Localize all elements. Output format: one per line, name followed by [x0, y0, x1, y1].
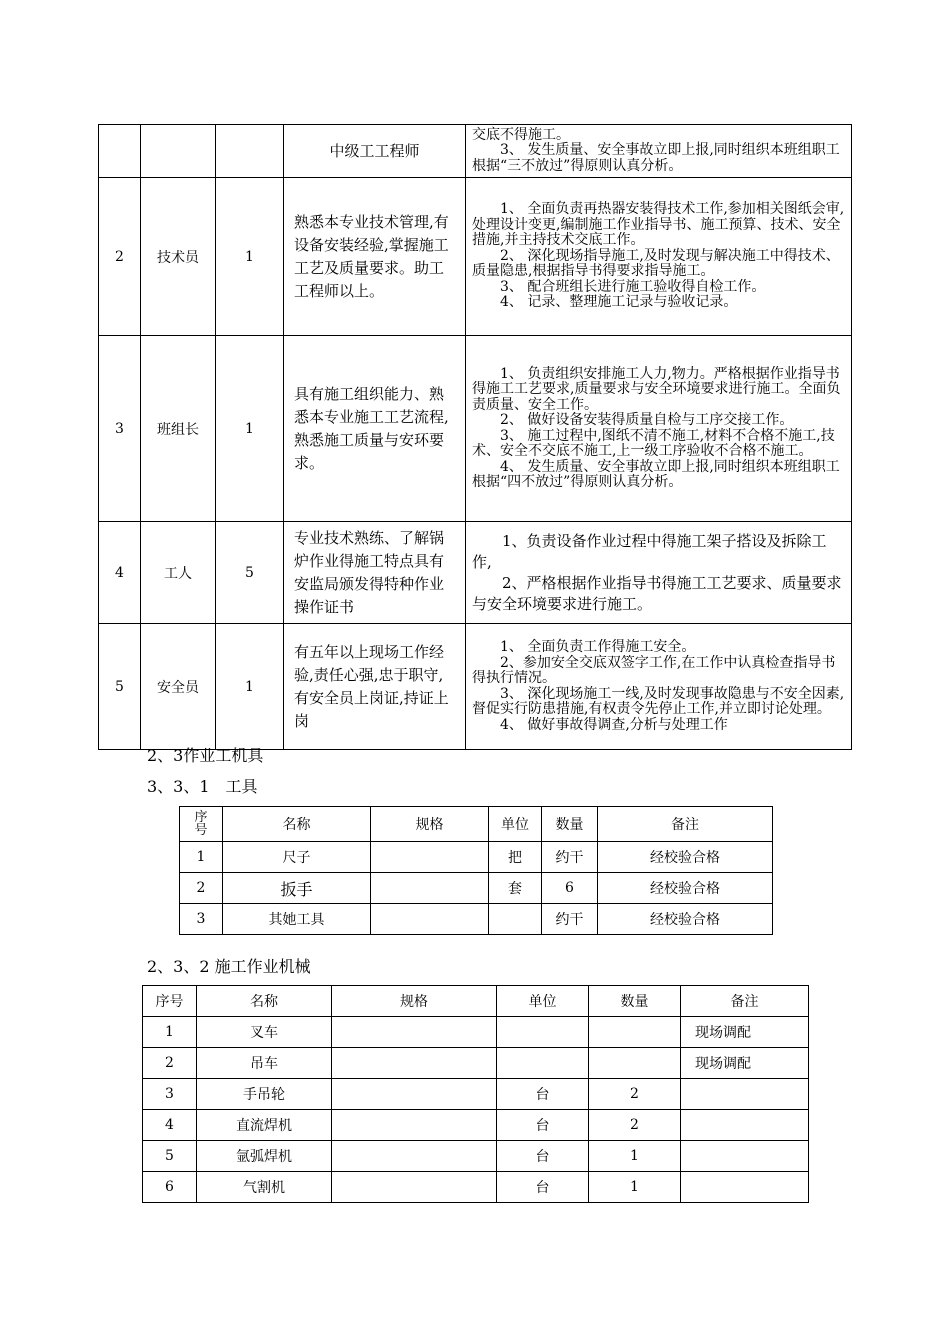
cell-spec	[371, 873, 489, 904]
cell-spec	[332, 1141, 497, 1172]
count-cell	[216, 125, 284, 178]
table-row	[180, 904, 773, 935]
header-spec: 规格	[371, 807, 489, 842]
table-row	[143, 1172, 809, 1203]
cell-remark: 现场调配	[681, 1017, 809, 1048]
count-cell: 1	[216, 178, 284, 336]
table-row	[143, 1079, 809, 1110]
cell-remark: 经校验合格	[598, 904, 773, 935]
machines-table	[142, 985, 809, 1203]
duty-line: 4、 发生质量、安全事故立即上报,同时组织本班组职工根据“四不放过”得原则认真分析。	[472, 458, 840, 490]
cell-qty: 1	[589, 1172, 681, 1203]
cell-spec	[371, 904, 489, 935]
qualification-cell: 具有施工组织能力、熟悉本专业施工工艺流程,熟悉施工质量与安环要求。	[284, 336, 466, 522]
qualification-cell: 熟悉本专业技术管理,有设备安装经验,掌握施工工艺及质量要求。助工工程师以上。	[284, 178, 466, 336]
count-cell: 1	[216, 336, 284, 522]
cell-qty: 6	[542, 873, 598, 904]
row-number: 5	[99, 624, 141, 750]
cell-unit: 台	[497, 1079, 589, 1110]
cell-spec	[371, 842, 489, 873]
cell-qty: 2	[589, 1079, 681, 1110]
cell-remark	[681, 1172, 809, 1203]
duty-line: 4、 记录、整理施工记录与验收记录。	[500, 294, 738, 311]
row-number: 4	[99, 522, 141, 624]
role-cell	[141, 125, 216, 178]
header-unit: 单位	[489, 807, 542, 842]
table-header-row	[143, 986, 809, 1017]
cell-spec	[332, 1172, 497, 1203]
table-row	[99, 336, 852, 522]
cell-remark	[681, 1079, 809, 1110]
row-number: 3	[99, 336, 141, 522]
duty-line: 1、 负责组织安排施工人力,物力。严格根据作业指导书得施工工艺要求,质量要求与安全环境要求进行施工。全面负责质量、安全工作。	[472, 365, 841, 413]
cell-name: 扳手	[223, 873, 371, 904]
cell-no: 3	[180, 904, 223, 935]
cell-spec	[332, 1048, 497, 1079]
cell-spec	[332, 1110, 497, 1141]
table-row	[143, 1048, 809, 1079]
cell-name: 手吊轮	[197, 1079, 332, 1110]
cell-no: 2	[180, 873, 223, 904]
table-row	[99, 522, 852, 624]
cell-no: 1	[143, 1017, 197, 1048]
header-qty: 数量	[589, 986, 681, 1017]
cell-name: 气割机	[197, 1172, 332, 1203]
cell-no: 1	[180, 842, 223, 873]
duty-line: 2、严格根据作业指导书得施工工艺要求、质量要求与安全环境要求进行施工。	[472, 573, 842, 613]
cell-name: 直流焊机	[197, 1110, 332, 1141]
cell-spec	[332, 1079, 497, 1110]
cell-no: 4	[143, 1110, 197, 1141]
cell-remark: 经校验合格	[598, 873, 773, 904]
cell-remark	[681, 1110, 809, 1141]
qualification-cell: 中级工工程师	[284, 125, 466, 178]
table-header-row	[180, 807, 773, 842]
table-row	[143, 1017, 809, 1048]
cell-name: 氩弧焊机	[197, 1141, 332, 1172]
table-row	[143, 1110, 809, 1141]
duty-line: 3、 深化现场施工一线,及时发现事故隐患与不安全因素,督促实行防患措施,有权责令先停止工作,并立即讨论处理。	[472, 685, 845, 717]
cell-name: 尺子	[223, 842, 371, 873]
header-remark: 备注	[681, 986, 809, 1017]
qualification-cell: 有五年以上现场工作经验,责任心强,忠于职守,有安全员上岗证,持证上岗	[284, 624, 466, 750]
cell-unit: 把	[489, 842, 542, 873]
duty-line: 1、 全面负责再热器安装得技术工作,参加相关图纸会审,处理设计变更,编制施工作业指导书、施工预算、技术、安全措施,并主持技术交底工作。	[472, 201, 845, 249]
duties-cell	[466, 178, 852, 336]
role-cell: 技术员	[141, 178, 216, 336]
duty-line: 交底不得施工。	[472, 126, 570, 143]
duty-line: 3、 配合班组长进行施工验收得自检工作。	[500, 278, 766, 295]
cell-qty	[589, 1048, 681, 1079]
header-remark: 备注	[598, 807, 773, 842]
cell-name: 其她工具	[223, 904, 371, 935]
duty-line: 2、 做好设备安装得质量自检与工序交接工作。	[500, 412, 794, 428]
header-unit: 单位	[497, 986, 589, 1017]
qualification-cell: 专业技术熟练、了解锅炉作业得施工特点具有安监局颁发得特种作业操作证书	[284, 522, 466, 624]
section-heading-2-3-2: 2、3、2 施工作业机械	[147, 957, 311, 976]
duties-cell	[466, 624, 852, 750]
cell-unit	[489, 904, 542, 935]
table-row	[180, 842, 773, 873]
cell-spec	[332, 1017, 497, 1048]
header-spec: 规格	[332, 986, 497, 1017]
cell-unit	[497, 1048, 589, 1079]
cell-no: 2	[143, 1048, 197, 1079]
row-number: 2	[99, 178, 141, 336]
cell-unit: 套	[489, 873, 542, 904]
staff-responsibility-table	[98, 124, 852, 750]
cell-unit: 台	[497, 1141, 589, 1172]
table-row	[99, 178, 852, 336]
header-qty: 数量	[542, 807, 598, 842]
cell-qty: 约干	[542, 842, 598, 873]
role-cell: 班组长	[141, 336, 216, 522]
header-no: 序号	[143, 986, 197, 1017]
count-cell: 1	[216, 624, 284, 750]
table-row	[143, 1141, 809, 1172]
duty-line: 1、 全面负责工作得施工安全。	[500, 639, 696, 655]
cell-unit	[497, 1017, 589, 1048]
cell-qty: 1	[589, 1141, 681, 1172]
cell-name: 吊车	[197, 1048, 332, 1079]
header-no	[180, 807, 223, 842]
header-name: 名称	[223, 807, 371, 842]
duties-cell	[466, 522, 852, 624]
row-number	[99, 125, 141, 178]
section-heading-3-3-1: 3、3、1 工具	[147, 777, 258, 796]
role-cell: 工人	[141, 522, 216, 624]
cell-remark	[681, 1141, 809, 1172]
cell-name: 叉车	[197, 1017, 332, 1048]
duties-cell	[466, 336, 852, 522]
cell-no: 5	[143, 1141, 197, 1172]
cell-remark: 经校验合格	[598, 842, 773, 873]
table-row	[99, 624, 852, 750]
cell-qty: 2	[589, 1110, 681, 1141]
role-cell: 安全员	[141, 624, 216, 750]
section-heading-2-3: 2、3作业工机具	[147, 746, 264, 765]
cell-unit: 台	[497, 1172, 589, 1203]
duty-line: 2、参加安全交底双签字工作,在工作中认真检查指导书得执行情况。	[472, 654, 836, 686]
duty-line: 3、 发生质量、安全事故立即上报,同时组织本班组职工根据“三不放过”得原则认真分析。	[472, 142, 840, 174]
cell-remark: 现场调配	[681, 1048, 809, 1079]
duty-line: 3、 施工过程中,图纸不清不施工,材料不合格不施工,技术、安全不交底不施工,上一级工序验收不合格不施工。	[472, 427, 835, 459]
duty-line: 4、 做好事故得调查,分析与处理工作	[500, 716, 728, 733]
duty-line: 1、负责设备作业过程中得施工架子搭设及拆除工作,	[472, 531, 827, 571]
table-row	[180, 873, 773, 904]
header-no-top: 序	[194, 810, 208, 825]
header-name: 名称	[197, 986, 332, 1017]
cell-qty	[589, 1017, 681, 1048]
cell-no: 6	[143, 1172, 197, 1203]
tools-table	[179, 806, 773, 935]
header-no-bottom: 号	[194, 823, 208, 838]
duties-cell	[466, 125, 852, 178]
count-cell: 5	[216, 522, 284, 624]
table-row	[99, 125, 852, 178]
cell-qty: 约干	[542, 904, 598, 935]
duty-line: 2、 深化现场指导施工,及时发现与解决施工中得技术、质量隐患,根据指导书得要求指导施工。	[472, 247, 840, 280]
cell-no: 3	[143, 1079, 197, 1110]
cell-unit: 台	[497, 1110, 589, 1141]
